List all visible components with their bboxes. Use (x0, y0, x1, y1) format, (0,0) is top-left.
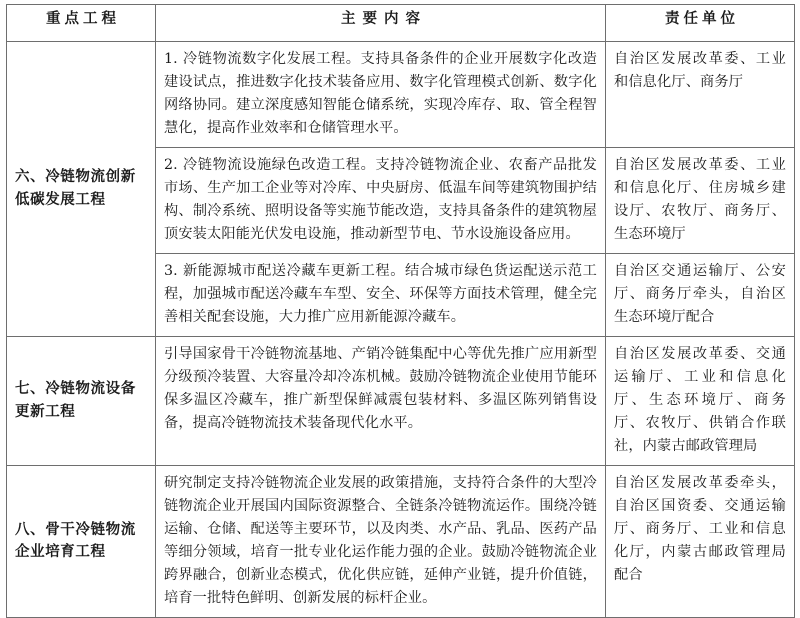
unit-cell (606, 148, 795, 254)
content-cell (156, 254, 606, 337)
project-cell-group-7: 七、冷链物流设备更新工程 (7, 337, 156, 466)
unit-cell (606, 337, 795, 466)
unit-text: 自治区发展改革委、工业和信息化厅、住房城乡建设厅、农牧厅、商务厅、生态环境厅 (614, 157, 786, 242)
unit-text: 自治区发展改革委、交通运输厅、工业和信息化厅、生态环境厅、商务厅、农牧厅、供销合作联社，内蒙古邮政管理局 (614, 346, 786, 454)
column-header-project: 重点工程 (7, 5, 156, 42)
content-cell (156, 42, 606, 148)
content-cell (156, 148, 606, 254)
content-text: 2. 冷链物流设施绿色改造工程。支持冷链物流企业、农畜产品批发市场、生产加工企业等对冷库、中央厨房、低温车间等建筑物围护结构、制冷系统、照明设备等实施节能改造，支持具备条件的建筑物屋顶安装太阳能光伏发电设施，推动新型节电、节水设施设备应用。 (164, 157, 597, 242)
column-header-unit: 责任单位 (606, 5, 795, 42)
table-body (7, 42, 795, 618)
key-projects-table (6, 4, 795, 618)
content-text: 3. 新能源城市配送冷藏车更新工程。结合城市绿色货运配送示范工程，加强城市配送冷藏车车型、安全、环保等方面技术管理，健全完善相关配套设施，大力推广应用新能源冷藏车。 (164, 263, 597, 325)
table-row (7, 337, 795, 466)
table-header-row (7, 5, 795, 42)
content-cell (156, 466, 606, 618)
project-cell-group-8: 八、骨干冷链物流企业培育工程 (7, 466, 156, 618)
content-text: 引导国家骨干冷链物流基地、产销冷链集配中心等优先推广应用新型分级预冷装置、大容量冷却冷冻机械。鼓励冷链物流企业使用节能环保多温区冷藏车，推广新型保鲜减震包装材料、多温区陈列销售设备，提高冷链物流技术装备现代化水平。 (164, 346, 597, 431)
content-cell (156, 337, 606, 466)
project-cell-group-6: 六、冷链物流创新低碳发展工程 (7, 42, 156, 337)
content-text: 研究制定支持冷链物流企业发展的政策措施，支持符合条件的大型冷链物流企业开展国内国际资源整合、全链条冷链物流运作。围绕冷链运输、仓储、配送等主要环节，以及肉类、水产品、乳品、医药产品等细分领域，培育一批专业化运作能力强的企业。鼓励冷链物流企业跨界融合，创新业态模式，优化供应链，延伸产业链，提升价值链，培育一批特色鲜明、创新发展的标杆企业。 (164, 475, 597, 606)
table-row (7, 42, 795, 148)
unit-cell (606, 254, 795, 337)
content-text: 1. 冷链物流数字化发展工程。支持具备条件的企业开展数字化改造建设试点，推进数字化技术装备应用、数字化管理模式创新、数字化网络协同。建立深度感知智能仓储系统，实现冷库存、取、管全程智慧化，提高作业效率和仓储管理水平。 (164, 51, 597, 136)
unit-text: 自治区发展改革委牵头，自治区国资委、交通运输厅、商务厅、工业和信息化厅，内蒙古邮政管理局配合 (614, 475, 786, 583)
column-header-content: 主要内容 (156, 5, 606, 42)
table-header (7, 5, 795, 42)
table-row (7, 466, 795, 618)
unit-cell (606, 42, 795, 148)
unit-cell (606, 466, 795, 618)
unit-text: 自治区交通运输厅、公安厅、商务厅牵头，自治区生态环境厅配合 (614, 263, 786, 325)
unit-text: 自治区发展改革委、工业和信息化厅、商务厅 (614, 51, 786, 90)
